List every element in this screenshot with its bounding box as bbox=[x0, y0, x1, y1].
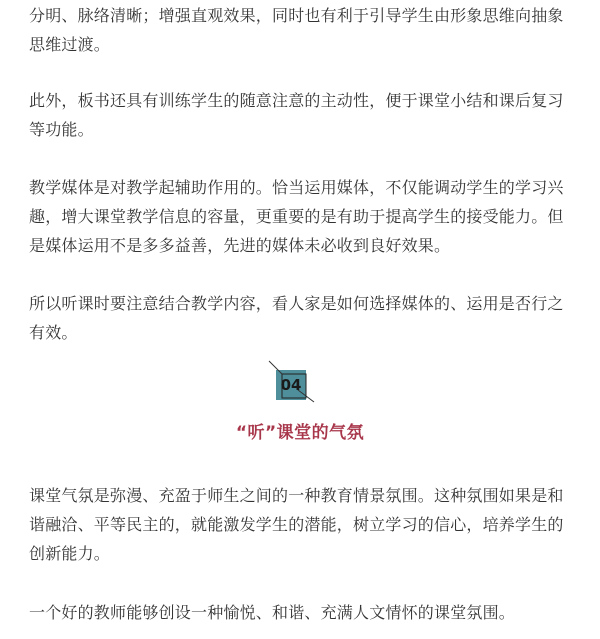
paragraph-good-teacher: 一个好的教师能够创设一种愉悦、和谐、充满人文情怀的课堂氛围。 bbox=[29, 603, 516, 622]
section-number-badge bbox=[268, 360, 316, 404]
paragraph-blackboard-function: 此外，板书还具有训练学生的随意注意的主动性，便于课堂小结和课后复习等功能。 bbox=[29, 91, 564, 139]
paragraph-teaching-media: 教学媒体是对教学起辅助作用的。恰当运用媒体，不仅能调动学生的学习兴趣，增大课堂教学信息的容量，更重要的是有助于提高学生的接受能力。但是媒体运用不是多多益善，先进的媒体未必收到良好效果。 bbox=[29, 178, 564, 255]
paragraph-blackboard-effect: 分明、脉络清晰；增强直观效果，同时也有利于引导学生由形象思维向抽象思维过渡。 bbox=[29, 6, 564, 54]
section-number: 04 bbox=[280, 376, 302, 394]
paragraph-classroom-atmosphere: 课堂气氛是弥漫、充盈于师生之间的一种教育情景氛围。这种氛围如果是和谐融洽、平等民主的，就能激发学生的潜能，树立学习的信心，培养学生的创新能力。 bbox=[29, 486, 564, 563]
section-title: “听”课堂的气氛 bbox=[235, 423, 365, 443]
paragraph-listening-tip: 所以听课时要注意结合教学内容，看人家是如何选择媒体的、运用是否行之有效。 bbox=[29, 294, 564, 342]
